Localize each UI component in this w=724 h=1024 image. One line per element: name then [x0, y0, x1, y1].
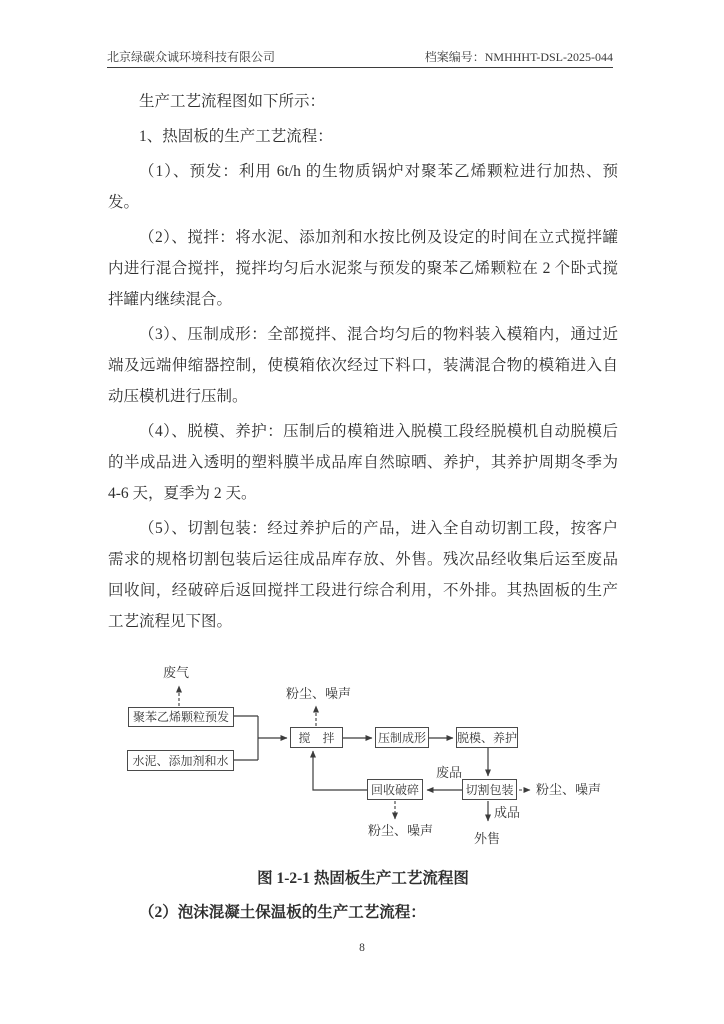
flow-box-press-forming: 压制成形: [375, 727, 429, 748]
label-sold-externally: 外售: [474, 831, 501, 846]
label-dust-noise-cutting: 粉尘、噪声: [536, 782, 602, 797]
header-company-name: 北京绿碳众诚环境科技有限公司: [107, 50, 276, 64]
body-text: [108, 86, 618, 641]
body-paragraph: （5）、切割包装：经过养护后的产品，进入全自动切割工段，按客户需求的规格切割包装后运往成品库存放、外售。残次品经收集后运至废品回收间，经破碎后返回搅拌工段进行综合利用，不外排。其热固板的生产工艺流程见下图。: [108, 520, 618, 630]
page-number: 8: [359, 942, 365, 954]
flow-box-demolding-curing: 脱模、养护: [456, 727, 518, 748]
flow-box-cutting-packaging: 切割包装: [462, 779, 517, 800]
body-paragraph: （4）、脱模、养护：压制后的模箱进入脱模工段经脱模机自动脱模后的半成品进入透明的塑料膜半成品库自然晾晒、养护，其养护周期冬季为 4-6 天，夏季为 2 天。: [108, 423, 618, 502]
flow-box-mixing: 搅 拌: [290, 727, 343, 748]
label-waste-gas: 废气: [163, 665, 190, 680]
page-header: [107, 50, 613, 68]
label-waste-product: 废品: [436, 765, 463, 780]
header-archive-number: [425, 50, 613, 65]
body-paragraph: （3）、压制成形：全部搅拌、混合均匀后的物料装入模箱内，通过近端及远端伸缩器控制，使模箱依次经过下料口，装满混合物的模箱进入自动压模机进行压制。: [108, 326, 618, 405]
next-section-heading: （2）泡沫混凝土保温板的生产工艺流程：: [139, 904, 426, 921]
label-finished-product: 成品: [494, 805, 521, 820]
figure-caption: 图 1-2-1 热固板生产工艺流程图: [257, 870, 469, 887]
body-paragraph: （2）、搅拌：将水泥、添加剂和水按比例及设定的时间在立式搅拌罐内进行混合搅拌，搅拌均匀后水泥浆与预发的聚苯乙烯颗粒在 2 个卧式搅拌罐内继续混合。: [108, 229, 618, 308]
archive-value: NMHHHT-DSL-2025-044: [484, 50, 613, 64]
label-dust-noise-recycling: 粉尘、噪声: [368, 823, 434, 838]
label-dust-noise-mixing: 粉尘、噪声: [286, 686, 352, 701]
body-paragraph: （1）、预发：利用 6t/h 的生物质锅炉对聚苯乙烯颗粒进行加热、预发。: [108, 163, 618, 211]
flow-box-recycle-crushing: 回收破碎: [367, 779, 423, 800]
archive-label: 档案编号：: [424, 50, 485, 64]
flow-arrows: [0, 658, 724, 858]
body-paragraph: 1、热固板的生产工艺流程：: [139, 128, 333, 145]
flow-box-cement-additives-water: 水泥、添加剂和水: [127, 750, 234, 771]
process-flow-diagram: [0, 658, 724, 858]
body-paragraph: 生产工艺流程图如下所示：: [139, 93, 326, 110]
flow-box-polystyrene-prefoaming: 聚苯乙烯颗粒预发: [128, 707, 234, 727]
